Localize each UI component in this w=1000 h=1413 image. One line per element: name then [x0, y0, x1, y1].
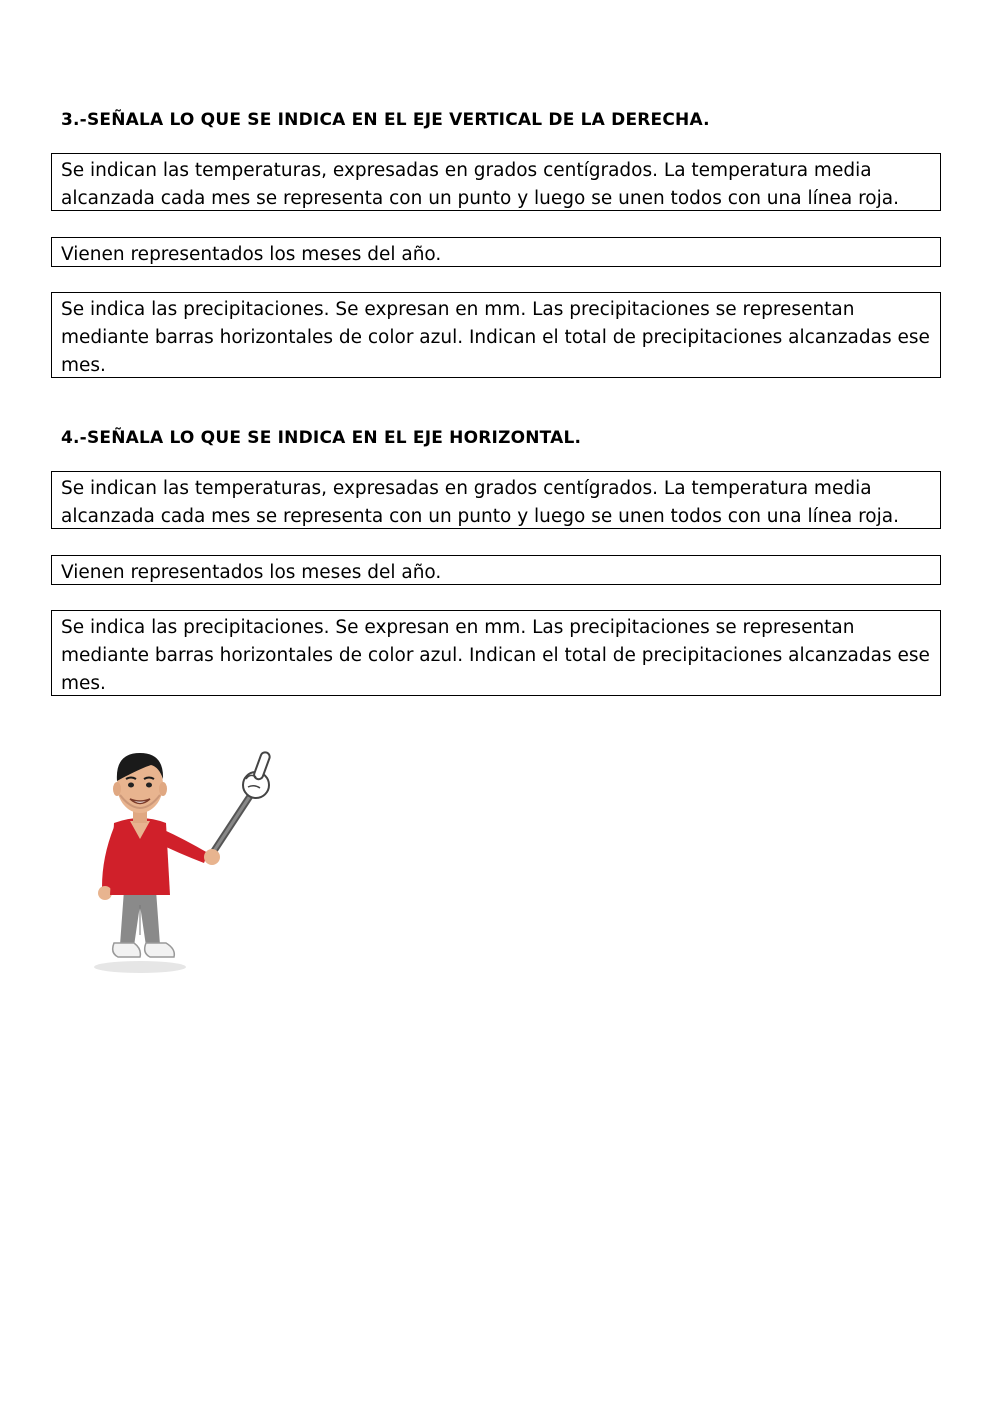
- teacher-avatar-pointing-icon: [80, 745, 300, 980]
- question-4-option-temperatures[interactable]: Se indican las temperaturas, expresadas en grados centígrados. La temperatura media alcanzada cada mes se representa con un punto y luego se unen todos con una línea roja.: [51, 471, 941, 529]
- question-3-option-temperatures[interactable]: Se indican las temperaturas, expresadas en grados centígrados. La temperatura media alcanzada cada mes se representa con un punto y luego se unen todos con una línea roja.: [51, 153, 941, 211]
- question-3-prompt: 3.-SEÑALA LO QUE SE INDICA EN EL EJE VERTICAL DE LA DERECHA.: [61, 110, 710, 130]
- question-4-option-months[interactable]: Vienen representados los meses del año.: [51, 555, 941, 585]
- question-3-option-precipitation[interactable]: Se indica las precipitaciones. Se expresan en mm. Las precipitaciones se representan mediante barras horizontales de color azul. Indican el total de precipitaciones alcanzadas ese mes.: [51, 292, 941, 378]
- question-3-option-months[interactable]: Vienen representados los meses del año.: [51, 237, 941, 267]
- question-4-option-precipitation[interactable]: Se indica las precipitaciones. Se expresan en mm. Las precipitaciones se representan mediante barras horizontales de color azul. Indican el total de precipitaciones alcanzadas ese mes.: [51, 610, 941, 696]
- question-4-prompt: 4.-SEÑALA LO QUE SE INDICA EN EL EJE HORIZONTAL.: [61, 428, 582, 448]
